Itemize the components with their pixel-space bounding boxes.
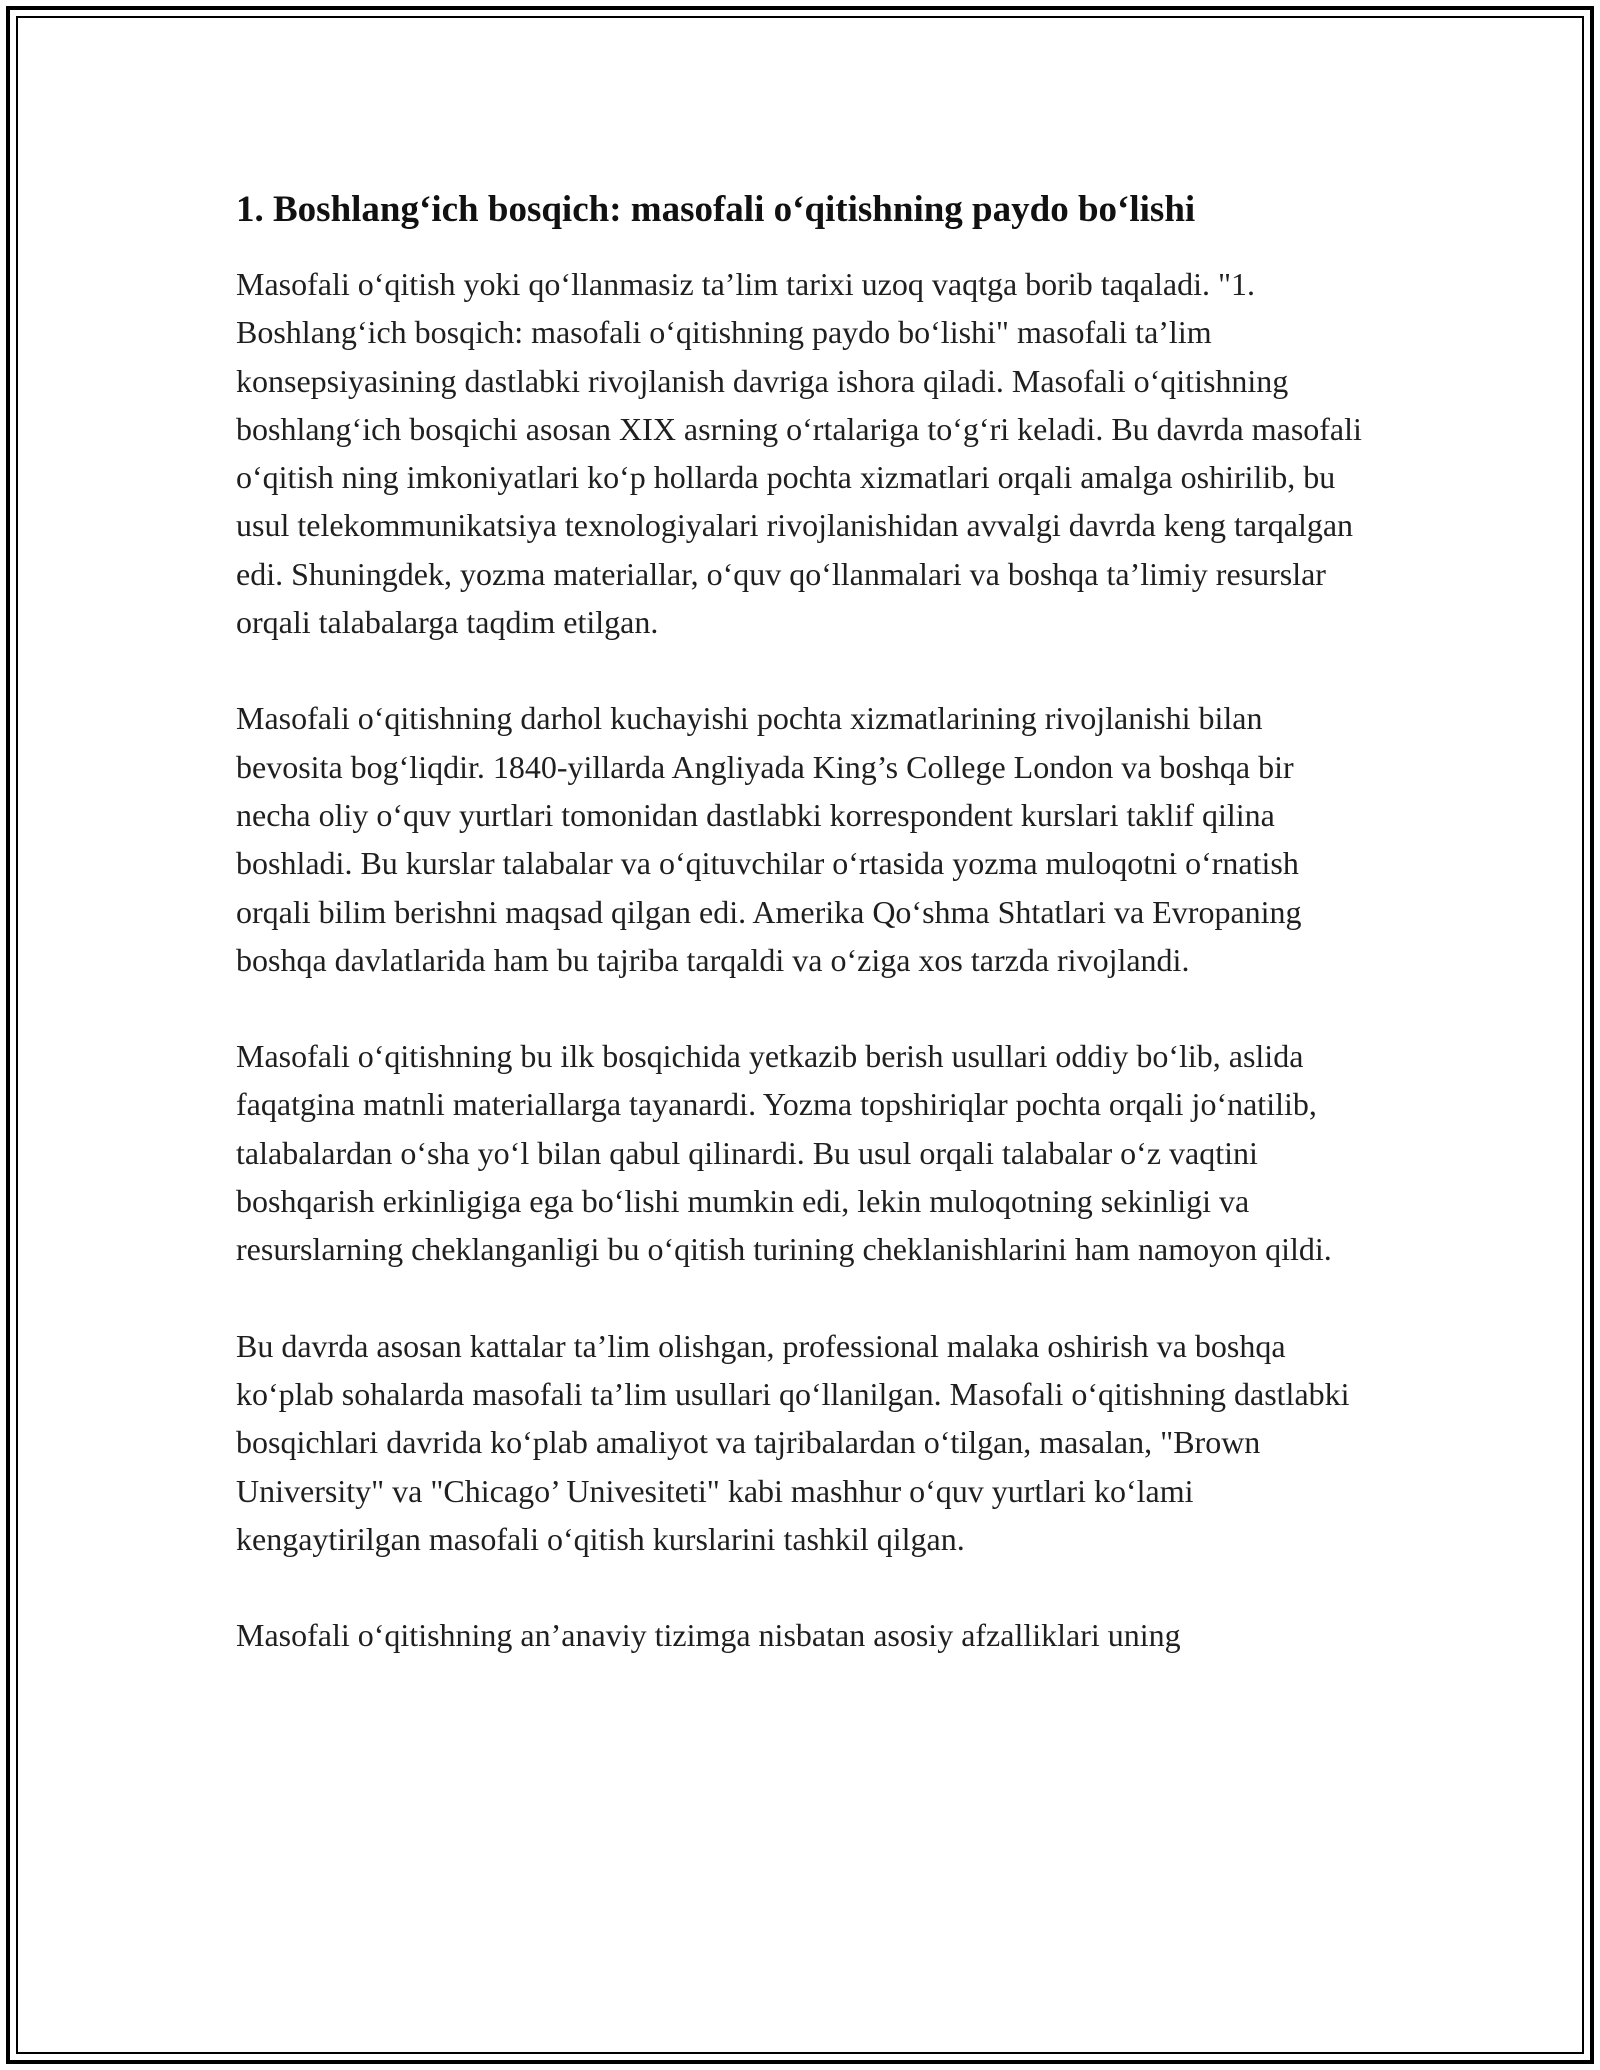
paragraph-4: Bu davrda asosan kattalar ta’lim olishgan, professional malaka oshirish va boshqa ko‘plab sohalarda masofali ta’lim usullari qo‘llanilgan. Masofali o‘qitishning dastlabki bosqichlari davrida ko‘plab amaliyot va tajribalardan o‘tilgan, masalan, "Brown University" va "Chicago’ Univesiteti" kabi mashhur o‘quv yurtlari ko‘lami kengaytirilgan masofali o‘qitish kurslarini tashkil qilgan. bbox=[236, 1327, 1350, 1557]
paragraph-2: Masofali o‘qitishning darhol kuchayishi pochta xizmatlarining rivojlanishi bilan bevosita bog‘liqdir. 1840-yillarda Angliyada King’s College London va boshqa bir necha oliy o‘quv yurtlari tomonidan dastlabki korrespondent kurslari taklif qilina boshladi. Bu kurslar talabalar va o‘qituvchilar o‘rtasida yozma muloqotni o‘rnatish orqali bilim berishni maqsad qilgan edi. Amerika Qo‘shma Shtatlari va Evropaning boshqa davlatlarida ham bu tajriba tarqaldi va o‘ziga xos tarzda rivojlandi. bbox=[236, 700, 1302, 978]
paragraph-3: Masofali o‘qitishning bu ilk bosqichida yetkazib berish usullari oddiy bo‘lib, aslida faqatgina matnli materiallarga tayanardi. Yozma topshiriqlar pochta orqali jo‘natilib, talabalardan o‘sha yo‘l bilan qabul qilinardi. Bu usul orqali talabalar o‘z vaqtini boshqarish erkinligiga ega bo‘lishi mumkin edi, lekin muloqotning sekinligi va resurslarning cheklanganligi bu o‘qitish turining cheklanishlarini ham namoyon qildi. bbox=[236, 1038, 1332, 1268]
paragraph-5: Masofali o‘qitishning an’anaviy tizimga nisbatan asosiy afzalliklari uning bbox=[236, 1617, 1181, 1654]
paragraph-1: Masofali o‘qitish yoki qo‘llanmasiz ta’lim tarixi uzoq vaqtga borib taqaladi. "1. Boshlang‘ich bosqich: masofali o‘qitishning paydo bo‘lishi" masofali ta’lim konsepsiyasining dastlabki rivojlanish davriga ishora qiladi. Masofali o‘qitishning boshlang‘ich bosqichi asosan XIX asrning o‘rtalariga to‘g‘ri keladi. Bu davrda masofali o‘qitish ning imkoniyatlari ko‘p hollarda pochta xizmatlari orqali amalga oshirilib, bu usul telekommunikatsiya texnologiyalari rivojlanishidan avvalgi davrda keng tarqalgan edi. Shuningdek, yozma materiallar, o‘quv qo‘llanmalari va boshqa ta’limiy resurslar orqali talabalarga taqdim etilgan. bbox=[236, 266, 1362, 641]
section-heading: 1. Boshlang‘ich bosqich: masofali o‘qitishning paydo bo‘lishi bbox=[236, 189, 1196, 230]
document-body bbox=[236, 186, 1376, 1707]
